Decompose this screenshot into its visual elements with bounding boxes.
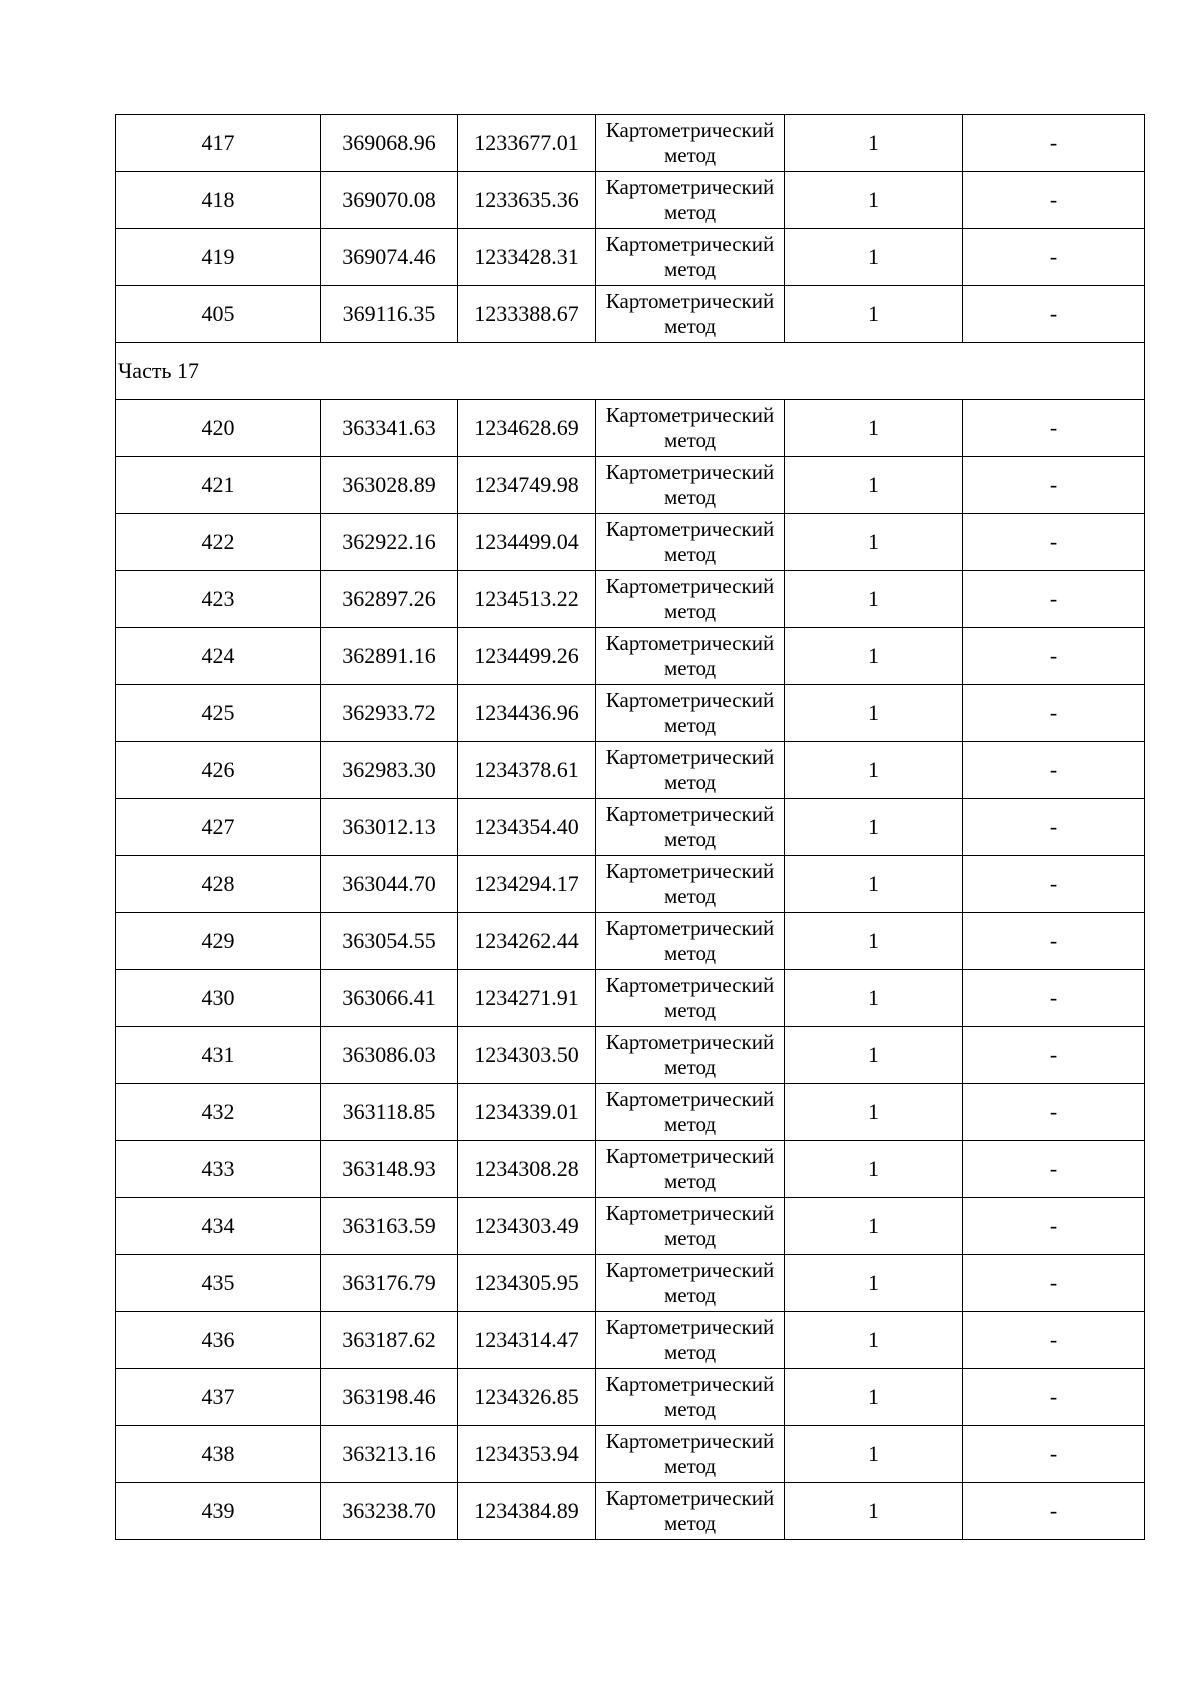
y-coordinate-cell: 1234326.85: [458, 1369, 596, 1426]
description-cell: -: [963, 571, 1145, 628]
method-cell: Картометрический метод: [596, 1483, 785, 1540]
method-cell: Картометрический метод: [596, 856, 785, 913]
description-cell: -: [963, 799, 1145, 856]
part-header-row: [116, 343, 1145, 400]
table-row: [116, 799, 1145, 856]
method-cell: Картометрический метод: [596, 571, 785, 628]
y-coordinate-cell: 1234308.28: [458, 1141, 596, 1198]
accuracy-cell: 1: [785, 571, 963, 628]
y-coordinate-cell: 1234436.96: [458, 685, 596, 742]
y-coordinate-cell: 1234513.22: [458, 571, 596, 628]
point-number-cell: 420: [116, 400, 321, 457]
table-row: [116, 400, 1145, 457]
point-number-cell: 405: [116, 286, 321, 343]
table-row: [116, 685, 1145, 742]
method-cell: Картометрический метод: [596, 1198, 785, 1255]
accuracy-cell: 1: [785, 628, 963, 685]
y-coordinate-cell: 1234499.04: [458, 514, 596, 571]
accuracy-cell: 1: [785, 1084, 963, 1141]
accuracy-cell: 1: [785, 1312, 963, 1369]
accuracy-cell: 1: [785, 742, 963, 799]
accuracy-cell: 1: [785, 1255, 963, 1312]
x-coordinate-cell: 369116.35: [321, 286, 458, 343]
x-coordinate-cell: 369068.96: [321, 115, 458, 172]
point-number-cell: 428: [116, 856, 321, 913]
method-cell: Картометрический метод: [596, 913, 785, 970]
table-row: [116, 1027, 1145, 1084]
point-number-cell: 422: [116, 514, 321, 571]
point-number-cell: 423: [116, 571, 321, 628]
point-number-cell: 419: [116, 229, 321, 286]
y-coordinate-cell: 1234303.50: [458, 1027, 596, 1084]
table-row: [116, 457, 1145, 514]
accuracy-cell: 1: [785, 1141, 963, 1198]
accuracy-cell: 1: [785, 115, 963, 172]
table-row: [116, 1255, 1145, 1312]
table-row: [116, 172, 1145, 229]
y-coordinate-cell: 1234499.26: [458, 628, 596, 685]
y-coordinate-cell: 1234314.47: [458, 1312, 596, 1369]
table-row: [116, 286, 1145, 343]
method-cell: Картометрический метод: [596, 1312, 785, 1369]
point-number-cell: 417: [116, 115, 321, 172]
description-cell: -: [963, 742, 1145, 799]
description-cell: -: [963, 1198, 1145, 1255]
method-cell: Картометрический метод: [596, 115, 785, 172]
description-cell: -: [963, 1027, 1145, 1084]
description-cell: -: [963, 514, 1145, 571]
accuracy-cell: 1: [785, 400, 963, 457]
y-coordinate-cell: 1234271.91: [458, 970, 596, 1027]
y-coordinate-cell: 1234354.40: [458, 799, 596, 856]
table-row: [116, 514, 1145, 571]
table-row: [116, 1426, 1145, 1483]
point-number-cell: 421: [116, 457, 321, 514]
y-coordinate-cell: 1234749.98: [458, 457, 596, 514]
method-cell: Картометрический метод: [596, 1369, 785, 1426]
x-coordinate-cell: 362891.16: [321, 628, 458, 685]
point-number-cell: 431: [116, 1027, 321, 1084]
description-cell: -: [963, 1312, 1145, 1369]
description-cell: -: [963, 457, 1145, 514]
x-coordinate-cell: 363028.89: [321, 457, 458, 514]
description-cell: -: [963, 1426, 1145, 1483]
x-coordinate-cell: 362933.72: [321, 685, 458, 742]
coordinates-table: [115, 114, 1145, 1540]
method-cell: Картометрический метод: [596, 1027, 785, 1084]
description-cell: -: [963, 1483, 1145, 1540]
description-cell: -: [963, 172, 1145, 229]
accuracy-cell: 1: [785, 970, 963, 1027]
method-cell: Картометрический метод: [596, 1426, 785, 1483]
point-number-cell: 432: [116, 1084, 321, 1141]
table-row: [116, 1141, 1145, 1198]
point-number-cell: 425: [116, 685, 321, 742]
y-coordinate-cell: 1234303.49: [458, 1198, 596, 1255]
x-coordinate-cell: 363198.46: [321, 1369, 458, 1426]
accuracy-cell: 1: [785, 1483, 963, 1540]
accuracy-cell: 1: [785, 1027, 963, 1084]
description-cell: -: [963, 1141, 1145, 1198]
table-row: [116, 913, 1145, 970]
x-coordinate-cell: 369070.08: [321, 172, 458, 229]
x-coordinate-cell: 363238.70: [321, 1483, 458, 1540]
y-coordinate-cell: 1234628.69: [458, 400, 596, 457]
point-number-cell: 438: [116, 1426, 321, 1483]
accuracy-cell: 1: [785, 457, 963, 514]
table-row: [116, 1084, 1145, 1141]
point-number-cell: 434: [116, 1198, 321, 1255]
y-coordinate-cell: 1234384.89: [458, 1483, 596, 1540]
table-row: [116, 115, 1145, 172]
description-cell: -: [963, 970, 1145, 1027]
x-coordinate-cell: 363213.16: [321, 1426, 458, 1483]
x-coordinate-cell: 363176.79: [321, 1255, 458, 1312]
accuracy-cell: 1: [785, 229, 963, 286]
point-number-cell: 418: [116, 172, 321, 229]
y-coordinate-cell: 1234294.17: [458, 856, 596, 913]
method-cell: Картометрический метод: [596, 1255, 785, 1312]
x-coordinate-cell: 363012.13: [321, 799, 458, 856]
x-coordinate-cell: 363054.55: [321, 913, 458, 970]
description-cell: -: [963, 1084, 1145, 1141]
y-coordinate-cell: 1233635.36: [458, 172, 596, 229]
y-coordinate-cell: 1234339.01: [458, 1084, 596, 1141]
y-coordinate-cell: 1233677.01: [458, 115, 596, 172]
x-coordinate-cell: 363341.63: [321, 400, 458, 457]
description-cell: -: [963, 1255, 1145, 1312]
table-row: [116, 970, 1145, 1027]
accuracy-cell: 1: [785, 1426, 963, 1483]
accuracy-cell: 1: [785, 856, 963, 913]
accuracy-cell: 1: [785, 913, 963, 970]
x-coordinate-cell: 363187.62: [321, 1312, 458, 1369]
table-row: [116, 229, 1145, 286]
accuracy-cell: 1: [785, 1198, 963, 1255]
table-row: [116, 571, 1145, 628]
method-cell: Картометрический метод: [596, 229, 785, 286]
x-coordinate-cell: 363066.41: [321, 970, 458, 1027]
table-row: [116, 1483, 1145, 1540]
table-row: [116, 742, 1145, 799]
x-coordinate-cell: 363086.03: [321, 1027, 458, 1084]
method-cell: Картометрический метод: [596, 799, 785, 856]
accuracy-cell: 1: [785, 514, 963, 571]
description-cell: -: [963, 913, 1145, 970]
y-coordinate-cell: 1234305.95: [458, 1255, 596, 1312]
description-cell: -: [963, 628, 1145, 685]
x-coordinate-cell: 363118.85: [321, 1084, 458, 1141]
description-cell: -: [963, 856, 1145, 913]
point-number-cell: 437: [116, 1369, 321, 1426]
point-number-cell: 430: [116, 970, 321, 1027]
x-coordinate-cell: 369074.46: [321, 229, 458, 286]
x-coordinate-cell: 363163.59: [321, 1198, 458, 1255]
table-row: [116, 1312, 1145, 1369]
method-cell: Картометрический метод: [596, 685, 785, 742]
description-cell: -: [963, 115, 1145, 172]
method-cell: Картометрический метод: [596, 457, 785, 514]
point-number-cell: 439: [116, 1483, 321, 1540]
y-coordinate-cell: 1234262.44: [458, 913, 596, 970]
y-coordinate-cell: 1234353.94: [458, 1426, 596, 1483]
method-cell: Картометрический метод: [596, 286, 785, 343]
table-row: [116, 1369, 1145, 1426]
point-number-cell: 436: [116, 1312, 321, 1369]
y-coordinate-cell: 1233388.67: [458, 286, 596, 343]
table-row: [116, 856, 1145, 913]
description-cell: -: [963, 286, 1145, 343]
point-number-cell: 427: [116, 799, 321, 856]
accuracy-cell: 1: [785, 1369, 963, 1426]
method-cell: Картометрический метод: [596, 1141, 785, 1198]
table-row: [116, 628, 1145, 685]
method-cell: Картометрический метод: [596, 400, 785, 457]
accuracy-cell: 1: [785, 172, 963, 229]
point-number-cell: 426: [116, 742, 321, 799]
description-cell: -: [963, 1369, 1145, 1426]
method-cell: Картометрический метод: [596, 742, 785, 799]
description-cell: -: [963, 685, 1145, 742]
part-label: Часть 17: [116, 343, 1145, 400]
point-number-cell: 435: [116, 1255, 321, 1312]
y-coordinate-cell: 1234378.61: [458, 742, 596, 799]
method-cell: Картометрический метод: [596, 1084, 785, 1141]
x-coordinate-cell: 362922.16: [321, 514, 458, 571]
x-coordinate-cell: 362983.30: [321, 742, 458, 799]
accuracy-cell: 1: [785, 286, 963, 343]
accuracy-cell: 1: [785, 685, 963, 742]
x-coordinate-cell: 363148.93: [321, 1141, 458, 1198]
point-number-cell: 433: [116, 1141, 321, 1198]
method-cell: Картометрический метод: [596, 970, 785, 1027]
method-cell: Картометрический метод: [596, 172, 785, 229]
table-row: [116, 1198, 1145, 1255]
point-number-cell: 429: [116, 913, 321, 970]
table-body: [116, 115, 1145, 1540]
method-cell: Картометрический метод: [596, 514, 785, 571]
point-number-cell: 424: [116, 628, 321, 685]
description-cell: -: [963, 229, 1145, 286]
y-coordinate-cell: 1233428.31: [458, 229, 596, 286]
method-cell: Картометрический метод: [596, 628, 785, 685]
description-cell: -: [963, 400, 1145, 457]
x-coordinate-cell: 363044.70: [321, 856, 458, 913]
accuracy-cell: 1: [785, 799, 963, 856]
x-coordinate-cell: 362897.26: [321, 571, 458, 628]
